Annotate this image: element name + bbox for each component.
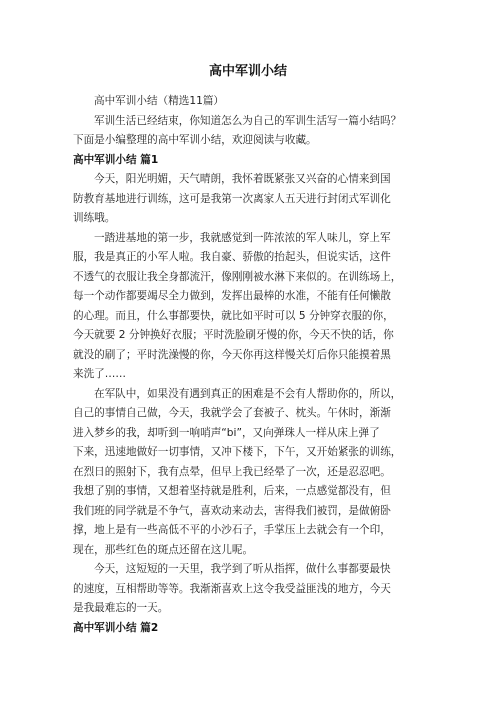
paragraph [73, 385, 421, 561]
text-line: 进入梦乡的我，却听到一响哨声“bi”，又向弹珠人一样从床上弹了 [73, 426, 380, 439]
text-line: 下来，迅速地做好一切事情，又冲下楼下，下午，又开始紧张的训练， [73, 446, 402, 458]
text-line: 来洗了…… [73, 368, 126, 380]
text-line: 训练哦。 [73, 212, 116, 224]
document-body [73, 92, 421, 638]
text-line: 我想了别的事情，又想着坚持就是胜利，后来，一点感觉都没有，但 [73, 485, 391, 497]
text-line: 自己的事情自己做，今天，我就学会了套被子、枕头。午休时，渐渐 [73, 407, 391, 419]
text-line: 我们班的同学就是不争气，喜欢动来动去，害得我们被罚，是做俯卧 [73, 504, 391, 517]
text-line: 现在，那些红色的斑点还留在这儿呢。 [73, 543, 254, 556]
text-line: 今天，阳光明媚，天气晴朗，我怀着既紧张又兴奋的心情来到国 [94, 173, 391, 185]
text-line: 今天，这短短的一天里，我学到了听从指挥，做什么事都要最快 [94, 563, 391, 575]
section-heading: 高中军训小结 篇1 [73, 153, 159, 166]
text-line: 在军队中，如果没有遇到真正的困难是不会有人帮助你的，所以， [94, 387, 402, 400]
document-title: 高中军训小结 [208, 64, 287, 79]
text-line: 的心理。而且，什么事都要快，就比如平时可以 5 分钟穿衣服的你， [73, 309, 394, 322]
text-line: 防教育基地进行训练，这可是我第一次离家人五天进行封闭式军训化 [73, 192, 391, 205]
paragraph [73, 170, 421, 229]
text-line: 一踏进基地的第一步，我就感觉到一阵浓浓的军人味儿，穿上军 [94, 231, 391, 244]
paragraph [73, 560, 421, 619]
paragraph [73, 229, 421, 385]
intro-line: 高中军训小结（精选11篇） [94, 95, 225, 107]
intro-line: 下面是小编整理的高中军训小结，欢迎阅读与收藏。 [73, 134, 317, 146]
text-line: 在烈日的照射下，我有点晕，但早上我已经晕了一次，还是忍忍吧。 [73, 465, 391, 478]
intro-line: 军训生活已经结束，你知道怎么为自己的军训生活写一篇小结吗？ [94, 114, 402, 127]
section-heading: 高中军训小结 篇2 [73, 621, 159, 634]
text-line: 是我最难忘的一天。 [73, 602, 169, 614]
text-line: 就没的刷了；平时洗澡慢的你，今天你再这样慢关灯后你只能摸着黑 [73, 348, 391, 361]
text-line: 服，我是真正的小军人啦。我自豪、骄傲的抬起头，但说实话，这件 [73, 251, 391, 263]
text-line: 每一个动作都要竭尽全力做到，发挥出最棒的水准，不能有任何懒散 [73, 290, 391, 302]
text-line: 撑，地上是有一些高低不平的小沙石子，手掌压上去就会有一个印， [73, 524, 391, 536]
text-line: 今天就要 2 分钟换好衣服；平时洗脸刷牙慢的你，今天不快的话，你 [73, 329, 394, 341]
text-line: 的速度，互相帮助等等。我渐渐喜欢上这令我受益匪浅的地方，今天 [73, 582, 391, 595]
text-line: 不透气的衣服让我全身都流汗，像刚刚被水淋下来似的。在训练场上， [73, 270, 402, 283]
